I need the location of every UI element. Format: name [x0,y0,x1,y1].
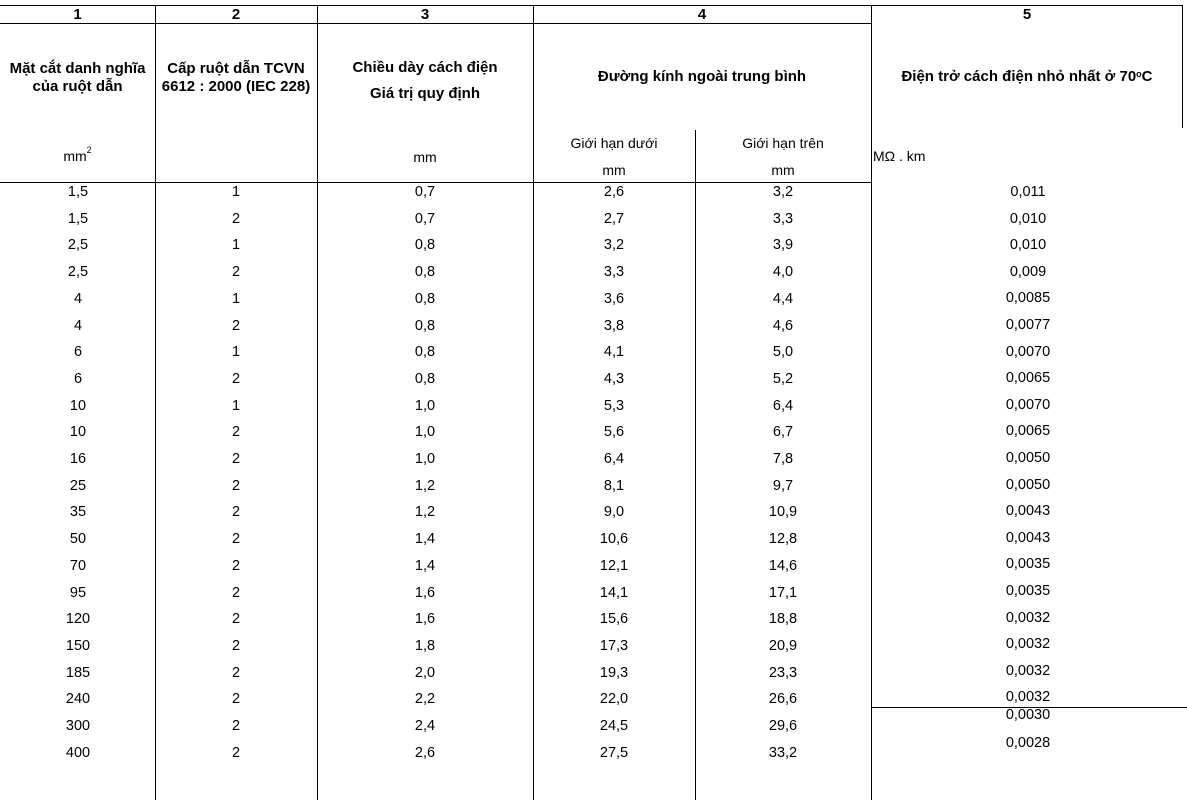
cell-insulation-thickness: 2,4 [414,718,436,734]
cell-nominal-section: 16 [69,451,87,467]
cell-insulation-thickness: 1,4 [414,531,436,548]
cell-upper-limit: 14,6 [768,557,798,574]
cell-insulation-resistance: 0,0032 [1005,636,1051,652]
cell-upper-limit: 33,2 [768,744,798,761]
cell-upper-limit: 20,9 [768,637,798,654]
cell-insulation-resistance: 0,0032 [1005,663,1051,679]
cell-nominal-section: 185 [65,664,91,681]
cell-conductor-class: 2 [231,424,241,441]
cell-insulation-resistance: 0,0065 [1005,423,1051,439]
cell-insulation-resistance: 0,0030 [1005,707,1051,723]
unit-nominal-section-exponent: 2 [86,145,92,155]
cell-upper-limit: 3,2 [772,184,794,200]
header-nominal-section-line2: của ruột dẫn [32,78,123,95]
cell-upper-limit: 5,0 [772,344,794,361]
cell-nominal-section: 6 [73,344,83,361]
header-insulation-thickness [317,55,533,107]
cell-lower-limit: 5,6 [603,424,625,441]
cell-conductor-class: 2 [231,718,241,734]
cell-conductor-class: 2 [231,557,241,574]
cell-conductor-class: 2 [231,664,241,681]
cell-insulation-resistance: 0,0050 [1005,450,1051,466]
cell-upper-limit: 9,7 [772,477,794,494]
cell-lower-limit: 2,6 [603,184,625,200]
cell-conductor-class: 2 [231,691,241,708]
cell-nominal-section: 6 [73,370,83,387]
cell-insulation-resistance: 0,011 [1010,184,1046,200]
col-divider-4-5 [871,5,872,800]
cell-lower-limit: 14,1 [599,584,629,601]
right-border [1182,5,1183,128]
cell-conductor-class: 2 [231,531,241,548]
cell-upper-limit: 6,7 [772,424,794,441]
cell-lower-limit: 2,7 [603,210,625,227]
cell-lower-limit: 15,6 [599,611,629,628]
cell-insulation-thickness: 2,0 [414,664,436,681]
cell-lower-limit: 12,1 [599,557,629,574]
cell-conductor-class: 2 [231,370,241,387]
unit-lower-limit: mm [602,162,626,178]
cell-lower-limit: 3,6 [603,290,625,307]
cell-upper-limit: 12,8 [768,531,798,548]
cell-conductor-class: 2 [231,637,241,654]
cell-nominal-section: 95 [69,584,87,601]
cell-upper-limit: 3,9 [772,237,794,254]
cell-lower-limit: 17,3 [599,637,629,654]
cell-insulation-thickness: 1,0 [414,451,436,467]
header-lower-limit: Giới hạn dưới [570,135,658,151]
cell-upper-limit: 26,6 [768,691,798,708]
column-number-3: 3 [420,6,430,23]
cell-upper-limit: 4,6 [772,317,794,334]
cell-lower-limit: 10,6 [599,531,629,548]
cell-insulation-thickness: 1,6 [414,584,436,601]
unit-nominal-section-base: mm [63,148,87,164]
cell-insulation-resistance: 0,0070 [1005,397,1051,413]
cell-insulation-thickness: 1,4 [414,557,436,574]
cell-nominal-section: 1,5 [67,210,89,227]
column-number-2: 2 [231,6,241,23]
cell-conductor-class: 2 [231,584,241,601]
cell-upper-limit: 7,8 [772,451,794,467]
cell-lower-limit: 9,0 [603,504,625,521]
cell-lower-limit: 4,1 [603,344,625,361]
cell-nominal-section: 2,5 [67,237,89,254]
cell-insulation-thickness: 1,6 [414,611,436,628]
cell-lower-limit: 22,0 [599,691,629,708]
cell-lower-limit: 3,8 [603,317,625,334]
header-upper-limit: Giới hạn trên [742,135,824,151]
cell-conductor-class: 2 [231,451,241,467]
cell-nominal-section: 120 [65,611,91,628]
column-number-5: 5 [1022,6,1032,23]
header-insulation-thickness-line1: Chiều dày cách điện [352,59,498,76]
col-divider-lower-upper [695,130,696,800]
cell-insulation-thickness: 0,8 [414,344,436,361]
header-mean-outer-diameter: Đường kính ngoài trung bình [597,68,807,85]
column-number-1: 1 [73,6,82,23]
cell-upper-limit: 5,2 [772,370,794,387]
cell-nominal-section: 4 [73,317,83,334]
cell-lower-limit: 19,3 [599,664,629,681]
cell-insulation-thickness: 0,8 [414,264,436,281]
cell-upper-limit: 6,4 [772,397,794,414]
cell-conductor-class: 2 [231,477,241,494]
cell-nominal-section: 10 [69,397,87,414]
degree-sign: o [1136,69,1142,79]
cell-conductor-class: 2 [231,264,241,281]
cell-upper-limit: 23,3 [768,664,798,681]
header-insulation-resistance-unit: C [1141,68,1153,85]
header-nominal-section-line1: Mặt cắt danh nghĩa [9,60,146,77]
header-nominal-section [0,60,155,96]
cell-insulation-thickness: 1,2 [414,504,436,521]
cell-nominal-section: 2,5 [67,264,89,281]
unit-nominal-section [0,145,155,164]
cell-insulation-resistance: 0,0070 [1005,344,1051,360]
cell-insulation-thickness: 1,2 [414,477,436,494]
cell-nominal-section: 1,5 [67,184,89,200]
cell-nominal-section: 150 [65,637,91,654]
cell-nominal-section: 50 [69,531,87,548]
header-conductor-class [155,60,317,96]
cell-nominal-section: 4 [73,290,83,307]
cell-insulation-thickness: 0,8 [414,370,436,387]
cell-insulation-thickness: 0,8 [414,290,436,307]
cell-lower-limit: 27,5 [599,744,629,761]
cell-insulation-resistance: 0,0077 [1005,317,1051,333]
cell-lower-limit: 3,2 [603,237,625,254]
cell-insulation-resistance: 0,0035 [1005,556,1051,572]
cell-insulation-thickness: 1,8 [414,637,436,654]
cell-insulation-thickness: 1,0 [414,424,436,441]
unit-upper-limit: mm [771,162,795,178]
cell-insulation-resistance: 0,010 [1009,237,1047,253]
cell-nominal-section: 10 [69,424,87,441]
header-conductor-class-line2: 6612 : 2000 (IEC 228) [161,78,311,95]
cell-lower-limit: 24,5 [599,718,629,734]
cell-insulation-resistance: 0,0032 [1005,610,1051,626]
cell-lower-limit: 6,4 [603,451,625,467]
header-insulation-thickness-line2: Giá trị quy định [369,85,480,102]
cell-conductor-class: 1 [231,344,241,361]
cell-insulation-resistance: 0,0043 [1005,530,1051,546]
cell-conductor-class: 1 [231,290,241,307]
cell-conductor-class: 2 [231,744,241,761]
cell-conductor-class: 2 [231,504,241,521]
column-number-4: 4 [697,6,707,23]
cell-upper-limit: 17,1 [768,584,798,601]
cell-insulation-thickness: 2,6 [414,744,436,761]
cell-insulation-resistance: 0,0065 [1005,370,1051,386]
cell-insulation-thickness: 2,2 [414,691,436,708]
cell-nominal-section: 25 [69,477,87,494]
cell-insulation-resistance: 0,0050 [1005,477,1051,493]
cell-conductor-class: 2 [231,210,241,227]
cell-insulation-thickness: 1,0 [414,397,436,414]
header-conductor-class-line1: Cấp ruột dẫn TCVN [167,60,305,77]
col-divider-2-3 [317,5,318,800]
cell-lower-limit: 5,3 [603,397,625,414]
cell-lower-limit: 3,3 [603,264,625,281]
cell-upper-limit: 4,0 [772,264,794,281]
cell-nominal-section: 240 [65,691,91,708]
col-divider-3-4 [533,5,534,800]
cell-insulation-thickness: 0,7 [414,210,436,227]
cell-insulation-resistance: 0,0028 [1005,735,1051,751]
cell-insulation-resistance: 0,0032 [1005,689,1051,705]
header-insulation-resistance [871,68,1183,86]
cell-upper-limit: 3,3 [772,210,794,227]
cell-nominal-section: 70 [69,557,87,574]
unit-insulation-thickness: mm [413,149,437,165]
unit-insulation-resistance: MΩ . km [873,148,926,164]
cell-lower-limit: 8,1 [603,477,625,494]
cell-insulation-thickness: 0,8 [414,317,436,334]
cell-conductor-class: 1 [231,184,241,200]
cell-upper-limit: 18,8 [768,611,798,628]
cell-insulation-resistance: 0,009 [1009,264,1047,280]
cell-conductor-class: 2 [231,611,241,628]
cell-nominal-section: 35 [69,504,87,521]
column-number-row-border [0,23,872,24]
cell-insulation-thickness: 0,8 [414,237,436,254]
cell-nominal-section: 400 [65,744,91,761]
cell-conductor-class: 2 [231,317,241,334]
cell-insulation-resistance: 0,010 [1009,211,1047,227]
col-divider-1-2 [155,5,156,800]
cell-insulation-thickness: 0,7 [414,184,436,200]
cell-conductor-class: 1 [231,397,241,414]
header-bottom-border [0,182,872,183]
cell-upper-limit: 29,6 [768,718,798,734]
cell-upper-limit: 10,9 [768,504,798,521]
cell-insulation-resistance: 0,0035 [1005,583,1051,599]
cell-upper-limit: 4,4 [772,290,794,307]
header-insulation-resistance-text: Điện trở cách điện nhỏ nhất ở 70 [901,68,1137,85]
cell-conductor-class: 1 [231,237,241,254]
cell-insulation-resistance: 0,0085 [1005,290,1051,306]
cell-insulation-resistance: 0,0043 [1005,503,1051,519]
cell-nominal-section: 300 [65,718,91,734]
cell-lower-limit: 4,3 [603,370,625,387]
